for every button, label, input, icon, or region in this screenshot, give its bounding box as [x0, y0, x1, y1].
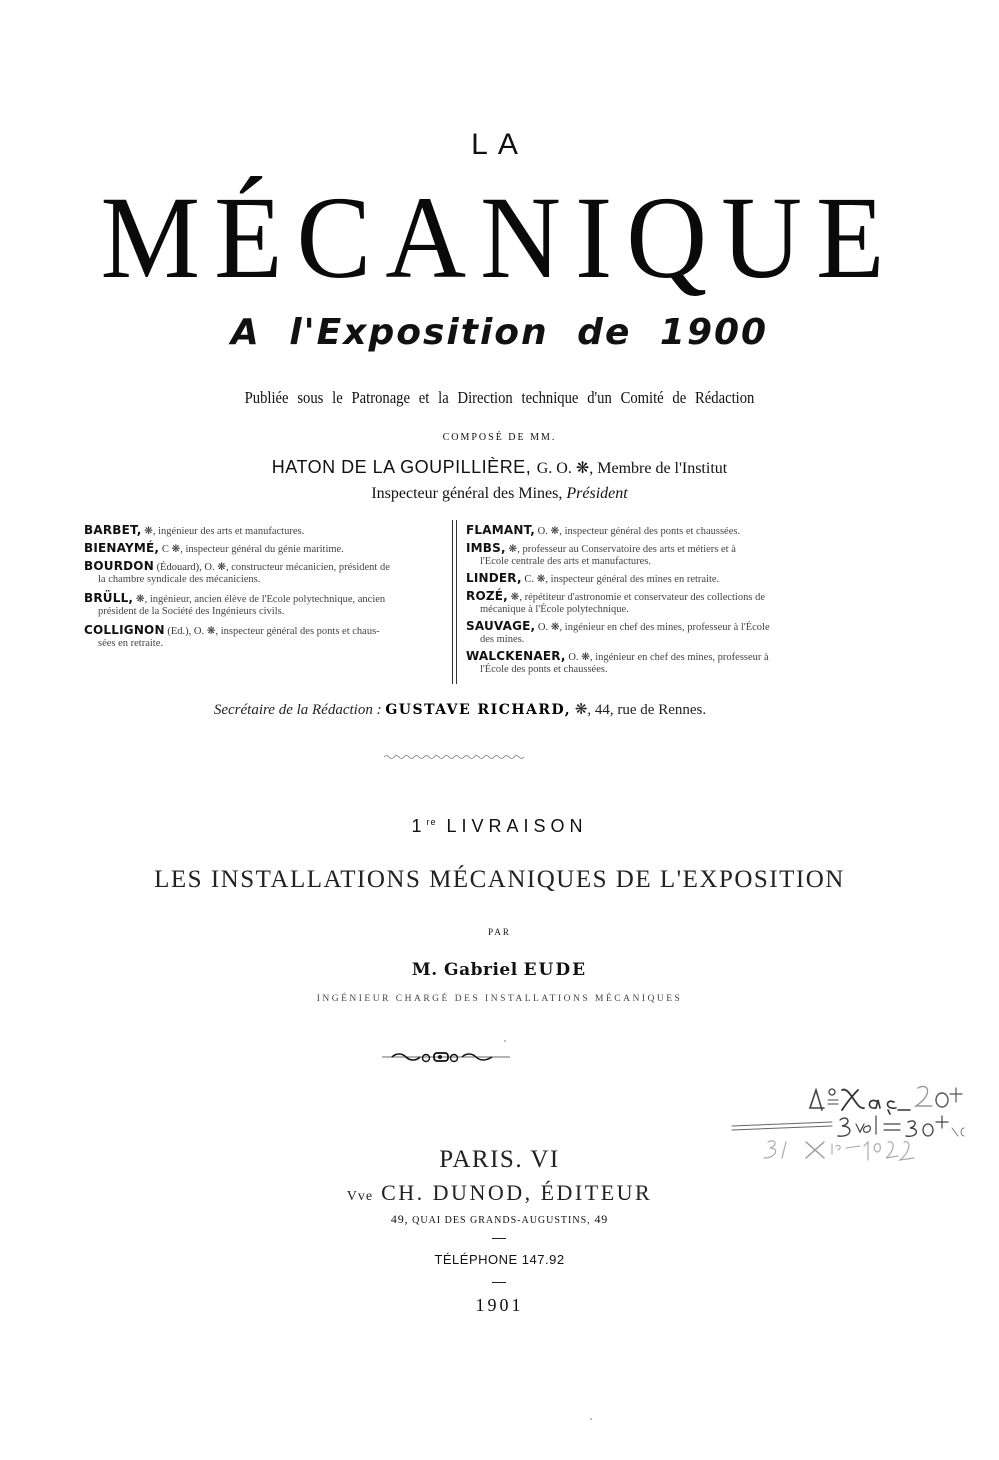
president-honors: G. O. ❋, Membre de l'Institut — [536, 460, 728, 477]
secretary-address: ❋, 44, rue de Rennes. — [574, 702, 707, 718]
separator-dash — [492, 1238, 506, 1239]
secretary-line — [0, 700, 920, 719]
member-desc: ingénieur en chef des mines, professeur à — [595, 652, 769, 663]
committee-left-column — [84, 524, 444, 654]
secretary-label: Secrétaire de la Rédaction : — [213, 702, 382, 718]
committee-member — [466, 524, 822, 538]
address-street: QUAI DES GRANDS-AUGUSTINS, — [412, 1215, 591, 1226]
issue-label — [0, 816, 999, 837]
president-role: Président — [566, 485, 628, 502]
member-desc: inspecteur général des mines en retraite. — [550, 574, 720, 585]
committee-member — [466, 542, 822, 568]
member-honors: C. ❋, — [524, 574, 549, 585]
author-line — [0, 960, 999, 980]
issue-title: LES INSTALLATIONS MÉCANIQUES DE L'EXPOSITION — [154, 866, 845, 893]
author-surname: EUDE — [523, 960, 588, 980]
committee-member — [466, 590, 822, 616]
president-role-line — [0, 485, 999, 503]
publisher-name: CH. DUNOD, ÉDITEUR — [381, 1180, 653, 1205]
member-name: COLLIGNON — [84, 623, 165, 637]
committee-member — [84, 560, 444, 586]
member-name: FLAMANT, — [466, 523, 536, 537]
publication-year: 1901 — [475, 1295, 524, 1315]
paper-speck — [504, 1040, 506, 1042]
committee-member — [84, 624, 444, 650]
member-desc-cont: la chambre syndicale des mécaniciens. — [98, 574, 261, 585]
publisher-city: PARIS. VI — [439, 1146, 560, 1173]
member-desc: ingénieur en chef des mines, professeur à l'École — [564, 622, 770, 633]
member-desc: inspecteur général du génie maritime. — [185, 544, 344, 555]
president-name: HATON DE LA GOUPILLIÈRE, — [271, 457, 532, 477]
president-role-prefix: Inspecteur général des Mines, — [371, 485, 563, 502]
member-desc: constructeur mécanicien, président de — [231, 562, 390, 573]
issue-livraison: LIVRAISON — [446, 816, 588, 836]
member-honors: C ❋, — [161, 544, 183, 555]
member-name: LINDER, — [466, 571, 522, 585]
committee-member — [466, 572, 822, 586]
member-name: SAUVAGE, — [466, 619, 536, 633]
member-desc-cont: des mines. — [480, 634, 525, 645]
member-honors: ❋, — [510, 592, 522, 603]
committee-member — [84, 524, 444, 538]
publisher-line — [0, 1180, 999, 1206]
wavy-rule-icon — [384, 754, 524, 760]
member-desc-cont: président de la Société des Ingénieurs civils. — [98, 606, 285, 617]
member-honors: ❋, — [144, 526, 156, 537]
member-name: IMBS, — [466, 541, 506, 555]
subtitle: A l'Exposition de 1900 — [230, 312, 769, 353]
address-number: 49, — [390, 1212, 409, 1226]
column-divider — [452, 520, 457, 684]
separator-dash — [492, 1282, 506, 1283]
publisher-address — [0, 1212, 999, 1227]
author-prefix: M. Gabriel — [411, 960, 518, 980]
member-name: BARBET, — [84, 523, 142, 537]
member-name: BIENAYMÉ, — [84, 541, 160, 555]
member-name: WALCKENAER, — [466, 649, 566, 663]
by-label: PAR — [488, 927, 511, 937]
address-number-end: 49 — [594, 1212, 609, 1226]
member-desc-cont: sées en retraite. — [98, 638, 164, 649]
author-title: INGÉNIEUR CHARGÉ DES INSTALLATIONS MÉCANIQUES — [316, 994, 683, 1004]
committee-member — [84, 542, 444, 556]
member-desc: inspecteur général des ponts et chaus- — [220, 626, 380, 637]
paper-speck — [590, 1418, 592, 1420]
publisher-prefix: Vve — [346, 1189, 374, 1204]
member-desc-cont: l'Ecole centrale des arts et manufactures. — [480, 556, 651, 567]
member-honors: O. ❋, — [537, 526, 562, 537]
pretitle: LA — [471, 128, 528, 161]
issue-number: 1 — [411, 816, 427, 836]
member-honors: O. ❋, — [537, 622, 563, 633]
member-honors: (Ed.), O. ❋, — [167, 626, 219, 637]
composed-of-label: COMPOSÉ DE MM. — [442, 432, 557, 443]
member-name: BRÜLL, — [84, 591, 134, 605]
member-desc-cont: mécanique à l'École polytechnique. — [480, 604, 629, 615]
publisher-telephone: TÉLÉPHONE 147.92 — [434, 1252, 565, 1267]
ornament-icon — [382, 1050, 510, 1064]
committee-member — [466, 650, 822, 676]
member-desc: inspecteur général des ponts et chaussées. — [564, 526, 741, 537]
member-desc: professeur au Conservatoire des arts et métiers et à — [522, 544, 736, 555]
member-name: ROZÉ, — [466, 589, 508, 603]
member-honors: ❋, — [135, 594, 148, 605]
member-desc: répétiteur d'astronomie et conservateur des collections de — [524, 592, 765, 603]
president-line — [0, 457, 999, 478]
member-honors: (Édouard), O. ❋, — [156, 562, 229, 573]
committee-member — [466, 620, 822, 646]
committee-member — [84, 592, 444, 618]
member-desc: ingénieur des arts et manufactures. — [158, 526, 305, 537]
issue-number-suffix: re — [426, 817, 437, 827]
main-title: MÉCANIQUE — [100, 172, 899, 304]
member-desc-cont: l'École des ponts et chaussées. — [480, 664, 608, 675]
committee-right-column — [466, 524, 822, 680]
member-name: BOURDON — [84, 559, 154, 573]
committee-members — [84, 524, 822, 686]
secretary-name: GUSTAVE RICHARD, — [385, 702, 572, 718]
member-honors: ❋, — [508, 544, 520, 555]
publication-note: Publiée sous le Patronage et la Direction technique d'un Comité de Rédaction — [244, 388, 755, 407]
member-desc: ingénieur, ancien élève de l'Ecole polytechnique, ancien — [149, 594, 386, 605]
member-honors: O. ❋, — [568, 652, 593, 663]
